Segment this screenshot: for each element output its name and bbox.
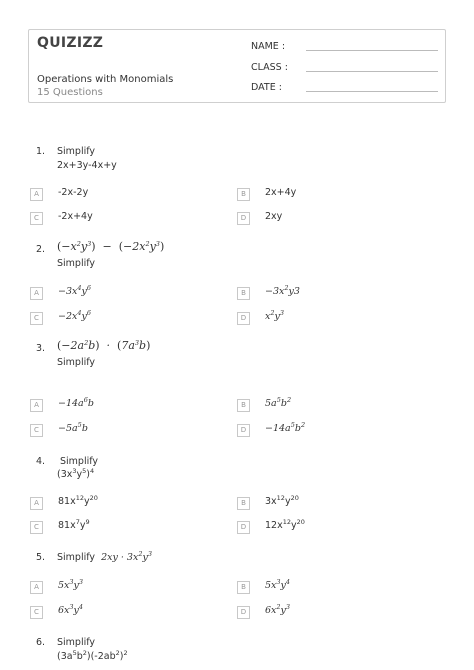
- question-number: 5.: [36, 552, 46, 563]
- option-text: 2x+4y: [265, 187, 297, 198]
- question-prompt: Simplify: [60, 456, 99, 467]
- question-number: 3.: [36, 343, 46, 354]
- option-text: $3x^{12}y^{20}$: [265, 494, 299, 507]
- option-text: $5a^5b^2$: [265, 396, 292, 409]
- question-prompt: Simplify: [57, 637, 96, 648]
- option-text: 2xy: [265, 211, 283, 222]
- class-label: CLASS :: [251, 62, 288, 73]
- date-field[interactable]: [251, 82, 282, 93]
- option-letter: B: [237, 497, 250, 510]
- date-label: DATE :: [251, 82, 282, 93]
- class-field[interactable]: [251, 62, 288, 73]
- question-expression: $(-2a^2b) \cdot (7a^3b)$: [57, 339, 151, 352]
- quizizz-logo: QUIZIZZ: [37, 35, 104, 51]
- class-line: [306, 71, 438, 72]
- option-text: $-2x^4y^6$: [58, 309, 92, 322]
- name-label: NAME :: [251, 41, 286, 52]
- option-letter: C: [30, 521, 43, 534]
- option-text: $-5a^5b$: [58, 421, 88, 434]
- option-text: $81x^{12}y^{20}$: [58, 494, 98, 507]
- option-text: -2x-2y: [58, 187, 89, 198]
- option-text: -2x+4y: [58, 211, 93, 222]
- worksheet-title: Operations with Monomials: [37, 74, 174, 85]
- option-letter: A: [30, 399, 43, 412]
- worksheet-header: [28, 29, 446, 103]
- question-prompt: Simplify: [57, 146, 96, 157]
- option-text: $12x^{12}y^{20}$: [265, 518, 305, 531]
- question-prompt: Simplify: [57, 357, 96, 368]
- option-text: $6x^3y^4$: [58, 603, 84, 616]
- question-expression: 2x+3y-4x+y: [57, 160, 117, 171]
- option-letter: C: [30, 606, 43, 619]
- option-letter: D: [237, 606, 250, 619]
- question-prompt: Simplify: [57, 552, 96, 563]
- option-text: $x^2y^3$: [265, 309, 285, 322]
- option-text: $-3x^2y3$: [265, 284, 300, 297]
- name-field[interactable]: [251, 41, 285, 52]
- option-letter: B: [237, 581, 250, 594]
- question-number: 2.: [36, 244, 46, 255]
- question-number: 6.: [36, 637, 46, 648]
- option-letter: C: [30, 312, 43, 325]
- name-line: [306, 50, 438, 51]
- question-prompt-with-expression: [57, 552, 152, 563]
- option-text: $-14a^5b^2$: [265, 421, 306, 434]
- question-prompt: Simplify: [57, 258, 96, 269]
- option-letter: A: [30, 287, 43, 300]
- question-number: 4.: [36, 456, 46, 467]
- option-text: $5x^3y^3$: [58, 578, 84, 591]
- option-letter: A: [30, 497, 43, 510]
- option-letter: B: [237, 399, 250, 412]
- date-line: [306, 91, 438, 92]
- option-letter: C: [30, 212, 43, 225]
- option-letter: D: [237, 312, 250, 325]
- option-letter: A: [30, 188, 43, 201]
- option-letter: A: [30, 581, 43, 594]
- option-text: $-14a^6b$: [58, 396, 94, 409]
- option-letter: D: [237, 521, 250, 534]
- option-text: $6x^2y^3$: [265, 603, 291, 616]
- question-number: 1.: [36, 146, 46, 157]
- option-text: $5x^3y^4$: [265, 578, 291, 591]
- question-count: 15 Questions: [37, 87, 103, 98]
- option-letter: D: [237, 212, 250, 225]
- option-letter: B: [237, 287, 250, 300]
- question-expression: $2xy \cdot 3x^2y^3$: [101, 550, 152, 563]
- option-text: $-3x^4y^6$: [58, 284, 92, 297]
- option-letter: D: [237, 424, 250, 437]
- question-expression: $(3x^3y^5)^4$: [57, 467, 95, 480]
- question-expression: $(-x^2y^3) - (-2x^2y^3)$: [57, 240, 165, 253]
- option-letter: C: [30, 424, 43, 437]
- option-text: $81x^7y^9$: [58, 518, 90, 531]
- question-expression: $(3a^5b^2)(-2ab^2)^2$: [57, 649, 128, 662]
- option-letter: B: [237, 188, 250, 201]
